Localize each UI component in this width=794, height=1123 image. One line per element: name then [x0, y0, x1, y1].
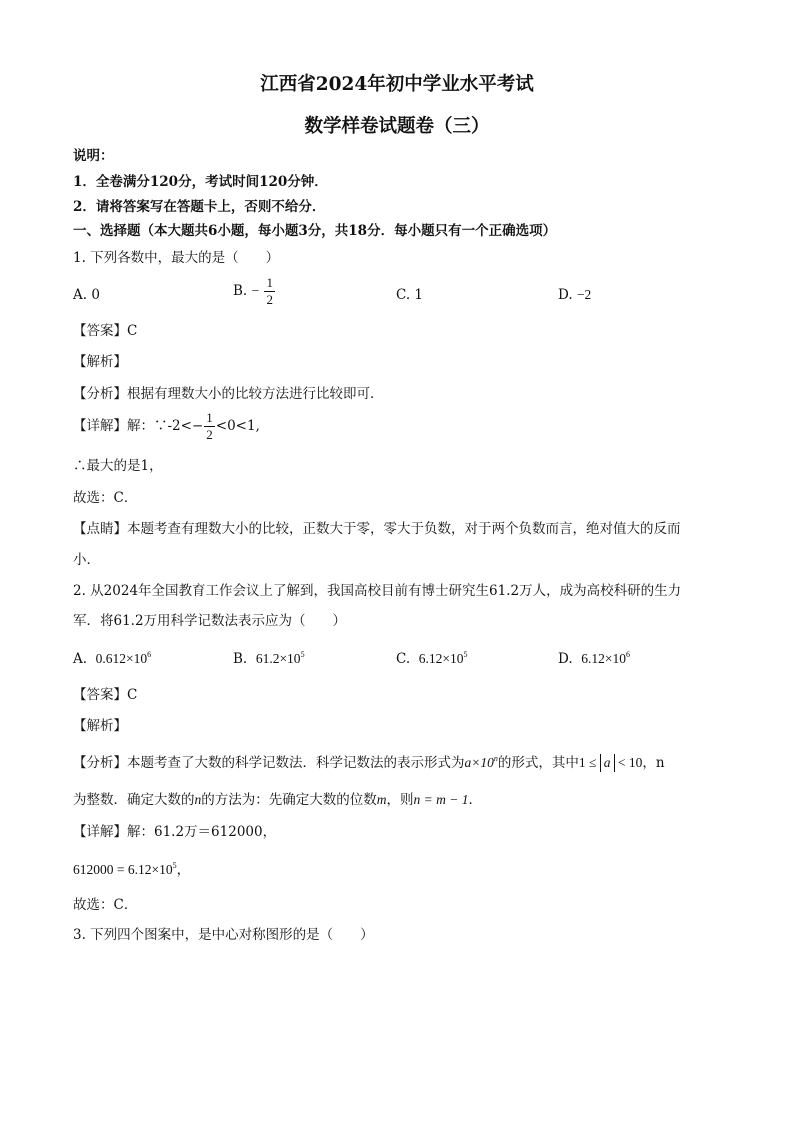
q1-option-d-prefix: D.	[558, 287, 573, 303]
q2-option-b-prefix: B.	[233, 651, 248, 667]
q1-choose: 故选：C．	[73, 490, 138, 506]
xiangjie-post: <0<1,	[215, 418, 260, 434]
q2-option-d	[558, 649, 630, 669]
line2-post: ，则	[386, 792, 414, 808]
q1-option-b-fraction	[264, 275, 275, 308]
eq-line: 612000 = 6.12×10	[73, 862, 173, 877]
q2-fenxi-line2	[73, 790, 482, 810]
q2-analysis-label: 【解析】	[73, 718, 127, 734]
q1-analysis-label: 【解析】	[73, 354, 127, 370]
fenxi-label: 【分析】	[73, 755, 127, 771]
page-subtitle: 数学样卷试题卷（三）	[304, 116, 490, 137]
q1-option-b	[233, 275, 276, 308]
line2-pre: 为整数．确定大数的	[73, 792, 195, 808]
answer-label: 【答案】	[73, 323, 127, 339]
eq-end: ，	[176, 862, 191, 878]
fraction-numerator: 1	[206, 410, 213, 425]
xiangjie-text: 解：61.2万＝612000，	[127, 824, 277, 840]
q1-option-d-value: −2	[576, 287, 592, 302]
fraction-denominator: 2	[266, 292, 273, 307]
q3-stem: 3. 下列四个图案中，是中心对称图形的是（ ）	[73, 927, 374, 943]
q2-option-a	[73, 649, 151, 669]
xiangjie-pre: 解：∵-2<−	[127, 418, 204, 434]
q2-option-a-value: 0.612×10	[95, 651, 148, 666]
instructions-label: 说明：	[73, 148, 114, 164]
answer-value: C	[127, 687, 138, 703]
q1-option-c: C. 1	[396, 287, 424, 303]
fenxi-text: 根据有理数大小的比较方法进行比较即可．	[127, 386, 384, 402]
q1-answer	[73, 321, 137, 341]
q2-stem-line1: 2. 从2024年全国教育工作会议上了解到，我国高校目前有博士研究生61.2万人，成为高校科研的生力	[73, 583, 682, 599]
q2-fenxi	[73, 753, 665, 773]
q2-option-d-value: 6.12×10	[581, 651, 626, 666]
xiangjie-fraction	[204, 410, 215, 443]
line2-eq: n = m − 1	[413, 792, 469, 807]
q2-option-b-exp: 5	[300, 650, 305, 659]
section-heading: 一、选择题（本大题共6小题，每小题3分，共18分．每小题只有一个正确选项）	[73, 223, 557, 239]
q2-option-a-prefix: A.	[73, 651, 88, 667]
fenxi-form-exp: n	[493, 754, 498, 763]
q2-option-b	[233, 649, 305, 669]
dianjing-text: 本题考查有理数大小的比较，正数大于零，零大于负数，对于两个负数而言，绝对值大的反而	[127, 521, 681, 537]
fenxi-ineq-left: 1 ≤	[578, 755, 600, 770]
q2-option-c-exp: 5	[463, 650, 468, 659]
fraction-numerator: 1	[266, 275, 273, 290]
fenxi-ineq-right: < 10	[614, 755, 643, 770]
q2-stem-line2: 军．将61.2万用科学记数法表示应为（ ）	[73, 613, 347, 629]
fenxi-form: a×10	[464, 755, 494, 770]
fenxi-pre: 本题考查了大数的科学记数法．科学记数法的表示形式为	[127, 755, 465, 771]
q2-equation	[73, 860, 190, 880]
q2-option-d-prefix: D.	[558, 651, 573, 667]
xiangjie-label: 【详解】	[73, 418, 127, 434]
instruction-item-1: 1．全卷满分120分，考试时间120分钟．	[73, 174, 328, 190]
q1-option-d	[558, 285, 591, 305]
q1-dianjing-tail: 小．	[73, 552, 100, 568]
q2-answer	[73, 685, 137, 705]
q2-option-c-value: 6.12×10	[418, 651, 464, 666]
q1-option-b-prefix: B.	[233, 283, 248, 299]
q1-fenxi	[73, 384, 384, 404]
fenxi-ineq-abs: a	[600, 754, 615, 772]
q2-option-d-exp: 6	[625, 650, 630, 659]
q1-option-b-sign: −	[251, 283, 260, 298]
answer-label: 【答案】	[73, 687, 127, 703]
q2-option-b-value: 61.2×10	[255, 651, 301, 666]
q1-option-a: A. 0	[73, 287, 100, 303]
page-title: 江西省2024年初中学业水平考试	[260, 74, 534, 95]
q1-dianjing	[73, 519, 681, 539]
q2-option-c-prefix: C.	[396, 651, 411, 667]
q2-choose: 故选：C．	[73, 897, 138, 913]
line2-m: m	[376, 792, 387, 807]
fenxi-label: 【分析】	[73, 386, 127, 402]
line2-end: ．	[468, 792, 482, 808]
xiangjie-label: 【详解】	[73, 824, 127, 840]
fraction-denominator: 2	[206, 427, 213, 442]
dianjing-label: 【点睛】	[73, 521, 127, 537]
q2-xiangjie	[73, 822, 276, 842]
q1-conclusion: ∴最大的是1，	[73, 458, 163, 474]
answer-value: C	[127, 323, 138, 339]
fenxi-tail: ，n	[642, 755, 665, 771]
q1-xiangjie	[73, 410, 260, 443]
eq-exp: 5	[172, 861, 177, 870]
line2-n: n	[194, 792, 202, 807]
q2-option-a-exp: 6	[147, 650, 152, 659]
fenxi-mid: 的形式，其中	[497, 755, 579, 771]
q2-option-c	[396, 649, 467, 669]
line2-mid: 的方法为：先确定大数的位数	[201, 792, 377, 808]
q1-stem: 1. 下列各数中，最大的是（ ）	[73, 250, 280, 266]
instruction-item-2: 2．请将答案写在答题卡上，否则不给分．	[73, 199, 326, 215]
